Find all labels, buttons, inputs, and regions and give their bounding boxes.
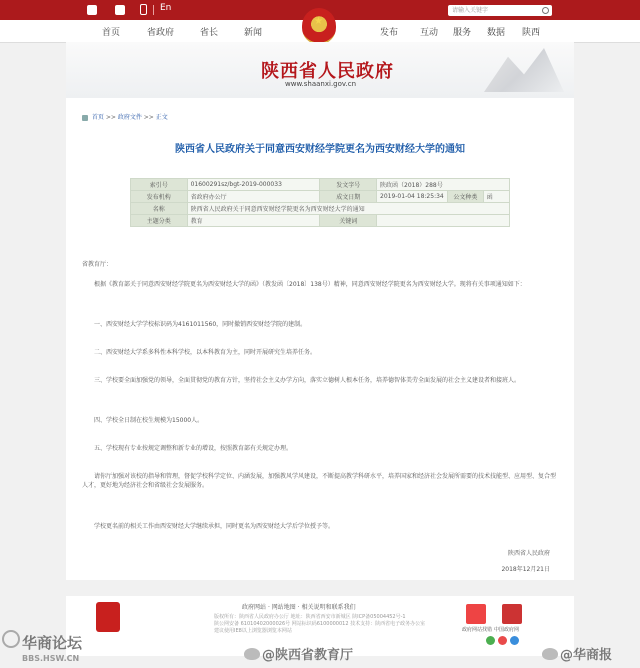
info-row	[131, 191, 510, 203]
info-value: 陕西省人民政府关于同意西安财经学院更名为西安财经大学的通知	[187, 203, 509, 215]
wechat-icon[interactable]	[115, 5, 125, 15]
footer-copyright	[214, 614, 494, 635]
nav-publish[interactable]: 发布	[380, 28, 399, 38]
breadcrumb	[82, 112, 168, 121]
breadcrumb-home[interactable]: 首页	[91, 114, 104, 121]
site-title[interactable]: 陕西省人民政府	[261, 61, 394, 82]
watermark-center: @陕西省教育厅	[262, 648, 354, 663]
document-info-table	[130, 178, 510, 227]
nav-data[interactable]: 数据	[487, 28, 506, 38]
body-paragraph: 四、学校全日制在校生规模为15000人。	[94, 417, 204, 424]
footer-separator: ·	[297, 604, 300, 611]
search-input[interactable]	[448, 5, 552, 16]
info-value: 01600291sz/bgt-2019-000033	[187, 179, 320, 191]
footer-line: 版权所有：陕西省人民政府办公厅 地址：陕西省西安市新城区 陕ICP备05004452号-1	[214, 614, 406, 620]
info-value: 省政府办公厅	[187, 191, 320, 203]
nav-interact[interactable]: 互动	[420, 28, 439, 38]
error-report-label: 政府网站找错	[462, 627, 493, 633]
breadcrumb-gov-docs[interactable]: 政府文件	[117, 114, 142, 121]
info-value: 教育	[187, 215, 320, 227]
info-key: 主题分类	[131, 215, 188, 227]
home-icon	[82, 115, 88, 121]
weibo-icon[interactable]	[87, 5, 97, 15]
info-key: 发布机构	[131, 191, 188, 203]
watermark-logo-icon	[2, 630, 20, 648]
party-gov-badge-icon[interactable]	[96, 602, 120, 632]
nav-governor[interactable]: 省长	[200, 28, 219, 38]
app-icon[interactable]	[510, 636, 519, 645]
body-paragraph: 五、学校现有专业按规定调整和新专业的增设，按照教育部有关规定办理。	[94, 445, 293, 452]
site-url: www.shaanxi.gov.cn	[285, 80, 357, 88]
site-banner	[66, 42, 574, 98]
body-paragraph: 一、西安财经大学学校标识码为4161011560，同时撤销西安财经学院的建制。	[94, 321, 307, 328]
wechat-icon[interactable]	[486, 636, 495, 645]
weibo-icon	[542, 648, 558, 660]
weibo-icon	[244, 648, 260, 660]
nav-home[interactable]: 首页	[102, 28, 121, 38]
info-value: 函	[483, 191, 509, 203]
footer-line: 建议使用IE8以上浏览器浏览本网站	[214, 628, 292, 634]
footer-link-gov-sites[interactable]: 政府网站	[242, 604, 267, 611]
body-paragraph: 学校更名前的相关工作由西安财经大学继续承担，同时更名为西安财经大学后学位授予等。	[94, 523, 335, 530]
info-key: 名称	[131, 203, 188, 215]
divider	[153, 5, 154, 15]
info-value: 2019-01-04 18:25:34	[377, 191, 448, 203]
body-paragraph: 三、学校要全面加强党的领导，全面贯彻党的教育方针，坚持社会主义办学方向，落实立德树人根本任务，培养德智体美劳全面发展的社会主义建设者和接班人。	[94, 377, 521, 384]
english-link[interactable]: En	[160, 3, 172, 13]
signature: 陕西省人民政府	[507, 550, 550, 557]
info-row	[131, 215, 510, 227]
watermark-left-url: BBS.HSW.CN	[22, 654, 80, 663]
error-report-badge-icon[interactable]	[466, 604, 486, 624]
document-title: 陕西省人民政府关于同意西安财经学院更名为西安财经大学的通知	[175, 144, 465, 155]
info-value	[377, 215, 510, 227]
info-row	[131, 203, 510, 215]
info-key: 关键词	[320, 215, 377, 227]
nav-shaanxi[interactable]: 陕西	[522, 28, 541, 38]
breadcrumb-separator: >>	[143, 114, 154, 121]
info-value: 陕政函（2018）288号	[377, 179, 510, 191]
footer-separator: ·	[267, 604, 270, 611]
star-icon: ★	[314, 16, 323, 27]
breadcrumb-separator: >>	[105, 114, 116, 121]
info-key: 成文日期	[320, 191, 377, 203]
info-row	[131, 179, 510, 191]
body-paragraph: 根据《教育部关于同意西安财经学院更名为西安财经大学的函》（教发函〔2018〕138号）精神，同意西安财经学院更名为西安财经大学。现将有关事项通知如下：	[94, 281, 526, 288]
china-gov-badge-icon[interactable]	[502, 604, 522, 624]
nav-provincial-government[interactable]: 省政府	[147, 28, 175, 38]
document-date: 2018年12月21日	[501, 566, 550, 573]
nav-service[interactable]: 服务	[453, 28, 472, 38]
search-placeholder: 请输入关键字	[452, 7, 489, 14]
mobile-icon[interactable]	[140, 4, 147, 15]
addressee: 省教育厅：	[82, 261, 113, 268]
search-icon[interactable]	[542, 7, 549, 14]
body-paragraph: 请你厅加强对该校的指导和管理，督促学校科学定位、内涵发展，加强教风学风建设，不断提高教学科研水平，培养国家和经济社会发展所需要的技术技能型、应用型、复合型人才，更好地为经济社会和省级社会发展服务。	[82, 473, 557, 489]
footer-link-sitemap[interactable]: 网站地图	[271, 604, 296, 611]
china-gov-label: 中国政府网	[494, 627, 520, 633]
footer-links	[242, 602, 356, 611]
nav-news[interactable]: 新闻	[244, 28, 263, 38]
info-key: 发文字号	[320, 179, 377, 191]
article-container	[66, 98, 574, 580]
watermark-left: 华商论坛	[22, 634, 83, 652]
footer-link-contact[interactable]: 相关说明和联系我们	[301, 604, 356, 611]
info-key: 索引号	[131, 179, 188, 191]
body-paragraph: 二、西安财经大学系多科性本科学校，以本科教育为主，同时开展研究生培养任务。	[94, 349, 317, 356]
weibo-icon[interactable]	[498, 636, 507, 645]
footer-line: 陕公网安备 61010402000026号 网站标识码6100000012 技术支持：陕西省电子政务办公室	[214, 621, 426, 627]
mountain-graphic	[484, 48, 564, 92]
watermark-right: @华商报	[560, 648, 613, 663]
national-emblem-icon	[302, 8, 336, 44]
info-key: 公文种类	[447, 191, 483, 203]
breadcrumb-current[interactable]: 正文	[155, 114, 168, 121]
